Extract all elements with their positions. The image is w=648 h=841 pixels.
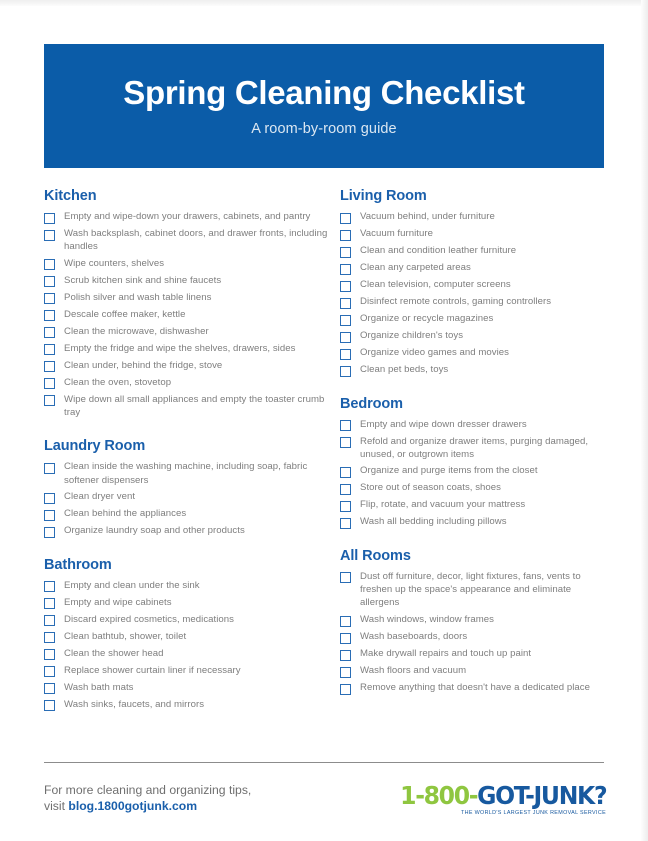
checklist-item-label: Wipe down all small appliances and empty the toaster crumb tray: [64, 393, 325, 419]
checklist-item[interactable]: [44, 291, 340, 305]
checkbox-icon[interactable]: [44, 510, 55, 521]
section-title: Laundry Room: [44, 438, 146, 455]
checklist-item-label: Clean television, computer screens: [360, 279, 511, 290]
checklist-items: [340, 570, 606, 695]
checklist-item[interactable]: [44, 376, 340, 390]
checklist-item[interactable]: [340, 418, 606, 432]
checklist-items: [340, 418, 606, 529]
checklist-item-label: Remove anything that doesn't have a dedicated place: [360, 682, 591, 694]
checklist-item[interactable]: [340, 630, 606, 644]
checklist-item-label: Empty and wipe down dresser drawers: [360, 418, 527, 430]
checklist-item[interactable]: [44, 274, 340, 288]
left-column: [44, 188, 340, 715]
page-edge-top: [0, 0, 648, 6]
checklist-item-label: Wash floors and vacuum: [360, 665, 467, 677]
checkbox-icon[interactable]: [44, 213, 55, 224]
checklist-item[interactable]: [340, 261, 606, 275]
checklist-item-label: Vacuum behind, under furniture: [360, 211, 495, 222]
checklist-item[interactable]: [340, 363, 606, 377]
checklist-item[interactable]: [340, 210, 606, 224]
checkbox-icon[interactable]: [44, 327, 55, 338]
checkbox-icon[interactable]: [44, 632, 55, 643]
checklist-item-label: Wash baseboards, doors: [360, 631, 468, 643]
checklist-item[interactable]: [340, 312, 606, 326]
section-title: Living Room: [340, 188, 427, 204]
company-logo: [387, 783, 606, 816]
logo-wordmark: [400, 783, 606, 808]
checklist-columns: [44, 188, 606, 715]
checkbox-icon[interactable]: [340, 349, 351, 360]
checkbox-icon[interactable]: [340, 650, 351, 661]
checklist-item-label: Wash all bedding including pillows: [360, 516, 507, 528]
checkbox-icon[interactable]: [340, 484, 351, 495]
checklist-item[interactable]: [44, 579, 340, 593]
checkbox-icon[interactable]: [44, 259, 55, 270]
checklist-item-label: Clean under, behind the fridge, stove: [64, 359, 223, 371]
checklist-item-label: Clean inside the washing machine, including soap, fabric softener dispensers: [64, 461, 308, 486]
checklist-item[interactable]: [340, 613, 606, 627]
checkbox-icon[interactable]: [340, 264, 351, 275]
checklist-item-label: Descale coffee maker, kettle: [64, 308, 186, 320]
checkbox-icon[interactable]: [340, 420, 351, 431]
checklist-item[interactable]: [44, 647, 340, 661]
checkbox-icon[interactable]: [340, 213, 351, 224]
checklist-item-label: Wash backsplash, cabinet doors, and drawer fronts, including handles: [64, 228, 328, 253]
checkbox-icon[interactable]: [340, 572, 351, 583]
checkbox-icon[interactable]: [340, 667, 351, 678]
checklist-item[interactable]: [340, 681, 606, 695]
footer-text-line2-prefix: visit: [44, 799, 69, 813]
checklist-item[interactable]: [340, 227, 606, 241]
checkbox-icon[interactable]: [44, 527, 55, 538]
checklist-item-label: Refold and organize drawer items, purging damaged, unused, or outgrown items: [360, 435, 589, 460]
checklist-item-label: Make drywall repairs and touch up paint: [360, 648, 532, 660]
checklist-item-label: Empty the fridge and wipe the shelves, drawers, sides: [64, 342, 296, 354]
checklist-item[interactable]: [44, 342, 340, 356]
checklist-item-label: Clean pet beds, toys: [360, 364, 449, 375]
checklist-item[interactable]: [44, 393, 340, 419]
checklist-item[interactable]: [340, 464, 606, 478]
right-column: [340, 188, 606, 715]
checklist-item[interactable]: [44, 664, 340, 678]
checklist-item-label: Organize video games and movies: [360, 347, 509, 358]
footer: [44, 782, 606, 816]
checkbox-icon[interactable]: [340, 684, 351, 695]
section-kitchen: [44, 188, 340, 419]
checkbox-icon[interactable]: [44, 378, 55, 389]
checklist-item-label: Clean dryer vent: [64, 491, 136, 503]
checklist-item-label: Organize children's toys: [360, 330, 464, 341]
checklist-item-label: Empty and wipe-down your drawers, cabinets, and pantry: [64, 211, 311, 222]
logo-brand-name: GOT-JUNK?: [476, 781, 606, 810]
checklist-item[interactable]: [44, 630, 340, 644]
checkbox-icon[interactable]: [340, 298, 351, 309]
checklist-item[interactable]: [44, 325, 340, 339]
checkbox-icon[interactable]: [340, 366, 351, 377]
checkbox-icon[interactable]: [340, 501, 351, 512]
checkbox-icon[interactable]: [44, 666, 55, 677]
checklist-item[interactable]: [340, 435, 606, 461]
section-title: All Rooms: [340, 547, 411, 564]
checklist-item-label: Dust off furniture, decor, light fixtures, fans, vents to freshen up the space's appearance and eliminate allergens: [360, 570, 581, 609]
checklist-items: [44, 460, 340, 537]
checkbox-icon[interactable]: [340, 437, 351, 448]
checkbox-icon[interactable]: [44, 615, 55, 626]
checkbox-icon[interactable]: [340, 332, 351, 343]
checklist-item[interactable]: [44, 681, 340, 695]
checkbox-icon[interactable]: [340, 230, 351, 241]
checkbox-icon[interactable]: [340, 247, 351, 258]
checklist-item[interactable]: [44, 613, 340, 627]
page-title: Spring Cleaning Checklist: [123, 73, 525, 111]
checklist-item[interactable]: [44, 308, 340, 322]
footer-divider: [44, 762, 604, 763]
section-title: Kitchen: [44, 188, 97, 204]
checklist-item-label: Vacuum furniture: [360, 228, 433, 239]
checklist-item-label: Flip, rotate, and vacuum your mattress: [360, 499, 526, 511]
logo-tagline: THE WORLD'S LARGEST JUNK REMOVAL SERVICE: [460, 810, 606, 816]
section-laundry-room: [44, 438, 340, 537]
checklist-item-label: Clean behind the appliances: [64, 508, 187, 520]
checklist-item[interactable]: [44, 460, 340, 486]
checklist-item-label: Clean and condition leather furniture: [360, 245, 517, 256]
footer-text: [44, 782, 251, 814]
checkbox-icon[interactable]: [44, 344, 55, 355]
checkbox-icon[interactable]: [44, 683, 55, 694]
section-bathroom: [44, 557, 340, 712]
checkbox-icon[interactable]: [44, 463, 55, 474]
checkbox-icon[interactable]: [44, 598, 55, 609]
footer-text-line1: For more cleaning and organizing tips,: [44, 783, 252, 797]
checklist-item-label: Wash windows, window frames: [360, 614, 495, 626]
checklist-item-label: Discard expired cosmetics, medications: [64, 613, 235, 625]
checklist-item[interactable]: [44, 210, 340, 224]
checklist-item-label: Organize or recycle magazines: [360, 313, 494, 324]
checklist-item-label: Replace shower curtain liner if necessary: [64, 664, 241, 676]
checklist-item[interactable]: [340, 481, 606, 495]
checklist-item-label: Polish silver and wash table linens: [64, 291, 212, 303]
section-all-rooms: [340, 548, 606, 695]
checkbox-icon[interactable]: [44, 276, 55, 287]
section-title: Bathroom: [44, 556, 112, 573]
checklist-item[interactable]: [44, 596, 340, 610]
checklist-item-label: Clean bathtub, shower, toilet: [64, 630, 187, 642]
checklist-item[interactable]: [340, 498, 606, 512]
checklist-items: [340, 210, 606, 377]
checklist-item-label: Wipe counters, shelves: [64, 257, 165, 269]
page-edge-right: [641, 0, 648, 841]
checkbox-icon[interactable]: [44, 361, 55, 372]
checkbox-icon[interactable]: [44, 293, 55, 304]
checkbox-icon[interactable]: [44, 700, 55, 711]
checklist-items: [44, 579, 340, 712]
checklist-item-label: Wash bath mats: [64, 681, 134, 693]
checklist-item[interactable]: [340, 295, 606, 309]
checklist-item-label: Wash sinks, faucets, and mirrors: [64, 698, 205, 710]
header-banner: [44, 44, 604, 168]
checkbox-icon[interactable]: [340, 315, 351, 326]
checklist-item[interactable]: [340, 346, 606, 360]
section-living-room: [340, 188, 606, 377]
checkbox-icon[interactable]: [44, 395, 55, 406]
checklist-item-label: Scrub kitchen sink and shine faucets: [64, 274, 222, 286]
checklist-item[interactable]: [340, 278, 606, 292]
checklist-item-label: Empty and wipe cabinets: [64, 596, 172, 608]
checklist-item[interactable]: [340, 570, 606, 610]
checkbox-icon[interactable]: [340, 281, 351, 292]
checkbox-icon[interactable]: [340, 518, 351, 529]
checklist-item-label: Organize and purge items from the closet: [360, 465, 538, 477]
checklist-item[interactable]: [340, 647, 606, 661]
checklist-item[interactable]: [44, 698, 340, 712]
checklist-item-label: Clean the microwave, dishwasher: [64, 325, 209, 337]
checklist-item-label: Disinfect remote controls, gaming controllers: [360, 296, 552, 307]
checkbox-icon[interactable]: [340, 467, 351, 478]
checklist-item-label: Clean any carpeted areas: [360, 262, 471, 273]
checklist-item-label: Store out of season coats, shoes: [360, 482, 502, 494]
page-subtitle: A room-by-room guide: [251, 121, 397, 138]
checklist-items: [44, 210, 340, 419]
checkbox-icon[interactable]: [340, 616, 351, 627]
checklist-item[interactable]: [340, 329, 606, 343]
checklist-item-label: Clean the oven, stovetop: [64, 376, 172, 388]
checklist-item[interactable]: [340, 244, 606, 258]
checkbox-icon[interactable]: [44, 310, 55, 321]
checklist-item[interactable]: [44, 227, 340, 253]
checklist-item[interactable]: [44, 257, 340, 271]
checklist-item[interactable]: [44, 359, 340, 373]
blog-link[interactable]: blog.1800gotjunk.com: [68, 799, 198, 813]
checklist-item[interactable]: [340, 515, 606, 529]
section-bedroom: [340, 396, 606, 529]
checklist-item[interactable]: [44, 524, 340, 538]
checkbox-icon[interactable]: [44, 649, 55, 660]
checkbox-icon[interactable]: [44, 230, 55, 241]
checklist-item-label: Organize laundry soap and other products: [64, 525, 245, 537]
logo-phone-prefix: 1-800-: [399, 781, 477, 810]
checkbox-icon[interactable]: [44, 581, 55, 592]
checklist-item[interactable]: [44, 507, 340, 521]
checklist-item[interactable]: [44, 490, 340, 504]
checkbox-icon[interactable]: [44, 493, 55, 504]
checkbox-icon[interactable]: [340, 633, 351, 644]
section-title: Bedroom: [340, 395, 403, 412]
checklist-item-label: Clean the shower head: [64, 647, 164, 659]
checklist-item-label: Empty and clean under the sink: [64, 579, 200, 591]
checklist-item[interactable]: [340, 664, 606, 678]
